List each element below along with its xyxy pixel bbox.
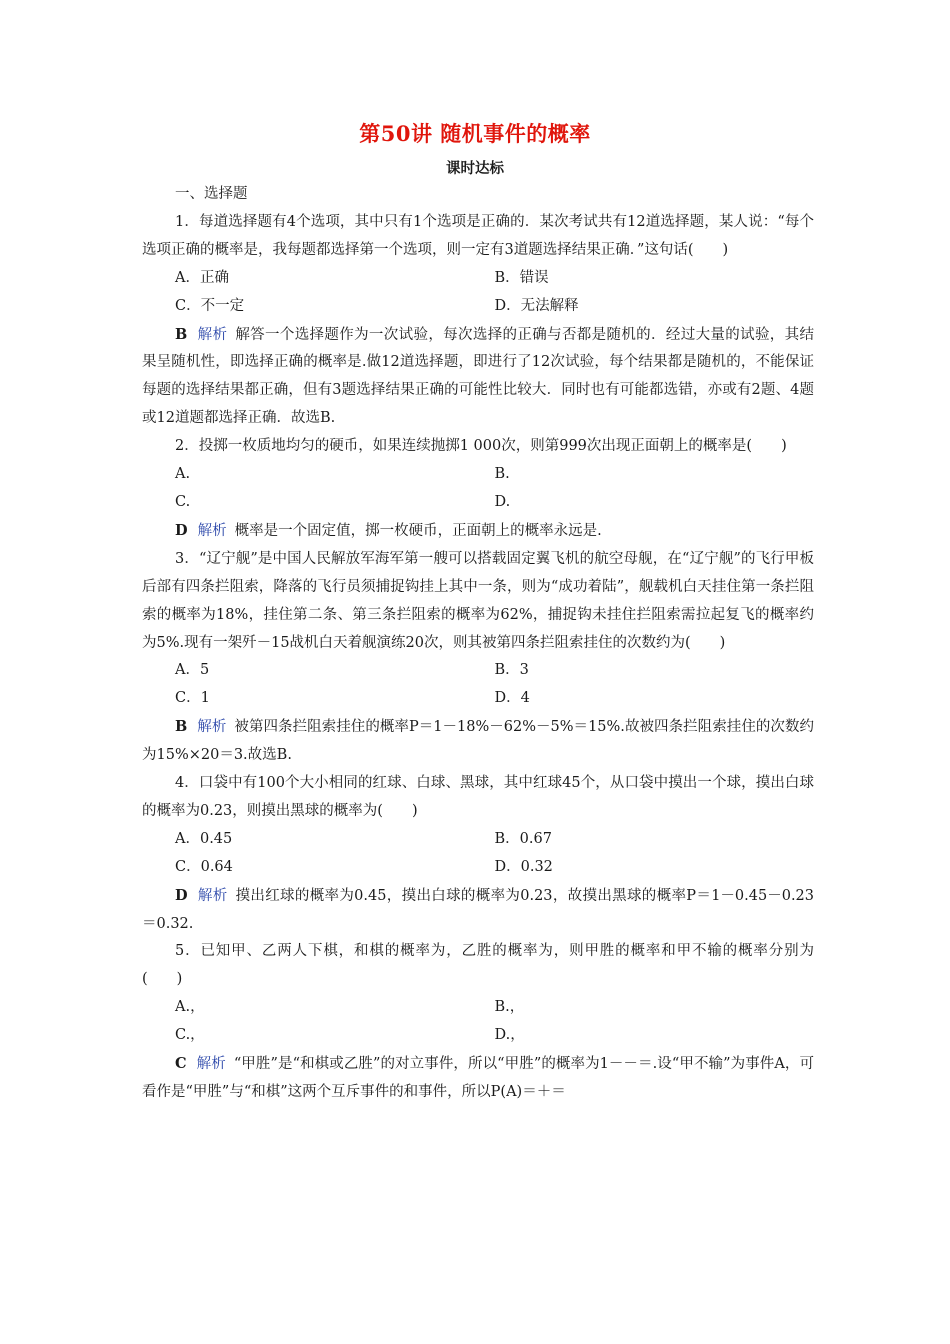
question-5-answer: C [175,1055,187,1073]
question-1-text: 1．每道选择题有4个选项，其中只有1个选项是正确的．某次考试共有12道选择题，某人说：“每个选项正确的概率是，我每题都选择第一个选项，则一定有3道题选择结果正确．”这句话( ) [142,213,814,258]
question-3-text: 3．“辽宁舰”是中国人民解放军海军第一艘可以搭载固定翼飞机的航空母舰，在“辽宁舰”的飞行甲板后部有四条拦阻索，降落的飞行员须捕捉钩挂上其中一条，则为“成功着陆”，舰载机白天挂住第一条拦阻索的概率为18%，挂住第二条、第三条拦阻索的概率为62%，捕捉钩未挂住拦阻索需拉起复飞的概率约为5%.现有一架歼－15战机白天着舰演练20次，则其被第四条拦阻索挂住的次数约为( ) [142,550,814,651]
question-2-answer: D [175,521,188,539]
question-5-option-b: B.， [494,999,525,1016]
question-1-option-a: A．正确 [175,269,229,286]
question-1-option-c: C．不一定 [175,297,245,314]
question-4-answer: D [175,886,188,904]
question-4-option-a: A．0.45 [175,830,233,847]
question-1-option-b: B．错误 [494,269,549,286]
question-4-analysis-text: 摸出红球的概率为0.45，摸出白球的概率为0.23，故摸出黑球的概率P＝1－0.45－0.23＝0.32. [142,887,814,932]
question-2-options-row-2 [142,489,814,517]
question-3-option-d: D．4 [494,690,530,707]
question-1-options-row-1 [142,265,814,293]
question-2-option-a: A. [175,466,191,483]
question-3-analysis [142,713,814,770]
question-4-option-c: C．0.64 [175,858,233,875]
question-3-option-c: C．1 [175,690,210,707]
question-4-analysis [142,882,814,939]
question-2-option-d: D. [494,493,511,510]
analysis-label: 解析 [197,719,227,736]
question-5-analysis [142,1050,814,1107]
question-2-analysis [142,517,814,546]
question-5-analysis-text: “甲胜”是“和棋或乙胜”的对立事件，所以“甲胜”的概率为1－－＝.设“甲不输”为事件A，可看作是“甲胜”与“和棋”这两个互斥事件的和事件，所以P(A)＝＋＝ [142,1056,815,1100]
question-3-answer: B [175,718,188,736]
document-body [142,181,814,1107]
analysis-label: 解析 [197,326,228,343]
question-5-option-d: D.， [494,1027,525,1044]
question-1-analysis [142,321,814,434]
question-4-text: 4．口袋中有100个大小相同的红球、白球、黑球，其中红球45个，从口袋中摸出一个球，摸出白球的概率为0.23，则摸出黑球的概率为( ) [142,775,814,819]
question-3-options-row-1 [142,657,814,685]
question-4-option-d: D．0.32 [494,858,553,875]
question-2-analysis-text: 概率是一个固定值，掷一枚硬币，正面朝上的概率永远是. [234,522,602,539]
question-1-options-row-2 [142,293,814,321]
page-title: 第50讲 随机事件的概率 [359,121,591,146]
analysis-label: 解析 [196,1056,226,1073]
question-3-options-row-2 [142,685,814,713]
question-2-options-row-1 [142,461,814,489]
question-5-options-row-1 [142,994,814,1022]
analysis-label: 解析 [197,522,227,539]
section-heading: 一、选择题 [175,186,248,202]
question-5-text: 5．已知甲、乙两人下棋，和棋的概率为，乙胜的概率为，则甲胜的概率和甲不输的概率分别为( ) [142,943,814,988]
question-5-option-c: C.， [175,1027,205,1044]
question-5-options-row-2 [142,1022,814,1050]
question-3-analysis-text: 被第四条拦阻索挂住的概率P＝1－18%－62%－5%＝15%.故被四条拦阻索挂住的次数约为15%×20＝3.故选B. [142,719,814,764]
analysis-label: 解析 [197,887,228,904]
question-1-option-d: D．无法解释 [494,297,579,314]
question-4-options-row-2 [142,854,814,882]
question-5-option-a: A.， [175,999,205,1016]
question-1-answer: B [175,325,188,343]
question-2-option-c: C. [175,493,191,510]
question-1-analysis-text: 解答一个选择题作为一次试验，每次选择的正确与否都是随机的．经过大量的试验，其结果呈随机性，即选择正确的概率是.做12道选择题，即进行了12次试验，每个结果都是随机的，不能保证每题的选择结果都正确，但有3题选择结果正确的可能性比较大．同时也有可能都选错，亦或有2题、4题或12道题都选择正确．故选B. [142,326,815,427]
question-4-option-b: B．0.67 [494,830,552,847]
question-3-option-b: B．3 [494,662,529,679]
question-3-option-a: A．5 [175,662,210,679]
question-2-text: 2．投掷一枚质地均匀的硬币，如果连续抛掷1 000次，则第999次出现正面朝上的概率是( ) [175,438,787,455]
question-4-options-row-1 [142,826,814,854]
page-subtitle: 课时达标 [446,160,504,177]
question-2-option-b: B. [494,466,510,483]
